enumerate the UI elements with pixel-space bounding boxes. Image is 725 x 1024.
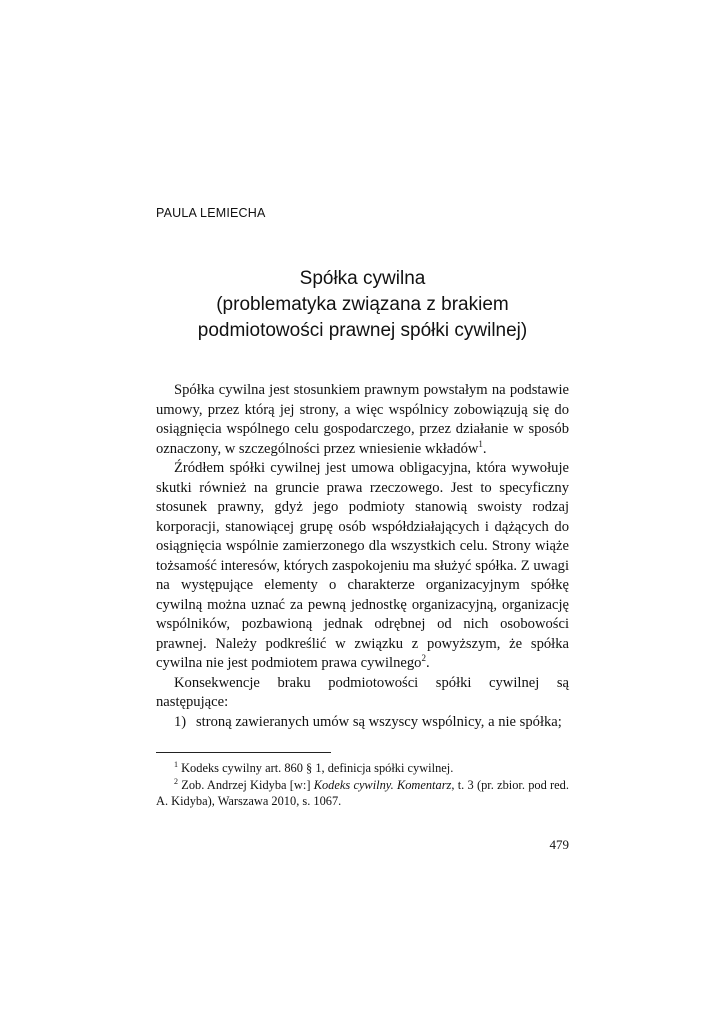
footnote-2 [156, 777, 569, 810]
paragraph-3: Konsekwencje braku podmiotowości spółki cywilnej są następujące: [156, 674, 569, 710]
footnote-1-text: Kodeks cywilny art. 860 § 1, definicja spółki cywilnej. [181, 761, 454, 775]
list-item [156, 713, 569, 733]
article-body [156, 381, 569, 732]
paragraph-2-end: . [425, 655, 430, 671]
title-line-1: Spółka cywilna [299, 268, 426, 289]
title-line-2: (problematyka związana z brakiem [216, 294, 509, 315]
footnote-ref-2: 2 [421, 653, 426, 664]
list-item-number: 1) [174, 713, 187, 730]
title-line-3: podmiotowości prawnej spółki cywilnej) [197, 320, 528, 341]
footnote-2-pre: Zob. Andrzej Kidyba [w:] [181, 777, 314, 792]
page-number: 479 [549, 837, 569, 852]
footnotes [156, 760, 569, 810]
footnote-2-post: , t. 3 (pr. zbior. pod red. A. Kidyba), Warszawa 2010, s. 1067. [156, 777, 569, 808]
footnote-1-mark: 1 [174, 759, 178, 769]
footnote-ref-1: 1 [478, 438, 483, 449]
paragraph-2 [156, 459, 569, 674]
paragraph-1-end: . [482, 440, 487, 457]
article-title [156, 266, 569, 344]
footnote-1 [156, 760, 569, 777]
footnote-divider [156, 752, 331, 753]
footnote-2-italic: Kodeks cywilny. Komentarz [313, 777, 452, 792]
list-item-text: stroną zawieranych umów są wszyscy wspólnicy, a nie spółka; [196, 713, 562, 730]
author-name: PAULA LEMIECHA [156, 206, 266, 220]
paragraph-1 [156, 381, 569, 459]
paragraph-2-text: Źródłem spółki cywilnej jest umowa obligacyjna, która wywołuje skutki również na gruncie prawa rzeczowego. Jest to specyficzny stosunek prawny, gdyż jego podmioty stanowią swoisty rodzaj korporacji, stanowiącej grupę osób współdziałających i dążących do osiągnięcia wspólnie zamierzonego dla wszystkich celu. Strony wiąże tożsamość interesów, których zaspokojeniu ma służyć spółka. Z uwagi na występujące elementy o charakterze organizacyjnym spółkę cywilną można uznać za pewną jednostkę organizacyjną, organizację wspólników, pozbawioną jednak odrębnej od nich osobowości prawnej. Należy podkreślić w związku z powyższym, że spółka cywilna nie jest podmiotem prawa cywilnego [156, 460, 569, 671]
footnote-2-mark: 2 [174, 776, 178, 786]
paragraph-1-text: Spółka cywilna jest stosunkiem prawnym powstałym na podstawie umowy, przez którą jej strony, a więc wspólnicy zobowiązują się do osiągnięcia wspólnego celu gospodarczego, przez działanie w sposób oznaczony, w szczególności przez wniesienie wkładów [156, 382, 569, 457]
